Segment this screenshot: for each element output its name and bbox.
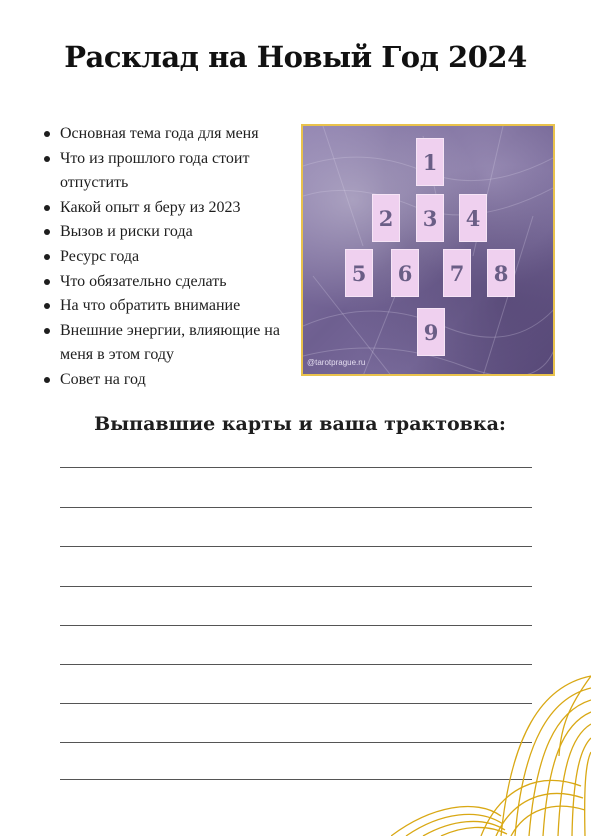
card-slot: 7: [443, 249, 471, 297]
watermark: @tarotprague.ru: [307, 358, 366, 367]
list-item: Что из прошлого года стоит отпустить: [42, 147, 297, 196]
list-item: Что обязательно сделать: [42, 270, 297, 295]
card-slot: 4: [459, 194, 487, 242]
spread-image: [301, 124, 555, 376]
card-slot: 8: [487, 249, 515, 297]
gold-leaf-ornament: [391, 666, 591, 836]
positions-list: [42, 122, 297, 393]
card-slot: 6: [391, 249, 419, 297]
card-slot: 3: [416, 194, 444, 242]
list-item: Какой опыт я беру из 2023: [42, 196, 297, 221]
list-item: Вызов и риски года: [42, 220, 297, 245]
list-item: Ресурс года: [42, 245, 297, 270]
list-item: На что обратить внимание: [42, 294, 297, 319]
card-slot: 5: [345, 249, 373, 297]
list-item: Внешние энергии, влияющие на меня в этом году: [42, 319, 297, 368]
writing-line: [60, 507, 532, 508]
writing-line: [60, 586, 532, 587]
section-subtitle: Выпавшие карты и ваша трактовка:: [94, 413, 506, 435]
list-item: Совет на год: [42, 368, 297, 393]
card-slot: 2: [372, 194, 400, 242]
writing-line: [60, 664, 532, 665]
card-slot: 9: [417, 308, 445, 356]
card-slot: 1: [416, 138, 444, 186]
page-title: Расклад на Новый Год 2024: [64, 40, 527, 74]
writing-line: [60, 546, 532, 547]
list-item: Основная тема года для меня: [42, 122, 297, 147]
writing-line: [60, 625, 532, 626]
writing-line: [60, 467, 532, 468]
